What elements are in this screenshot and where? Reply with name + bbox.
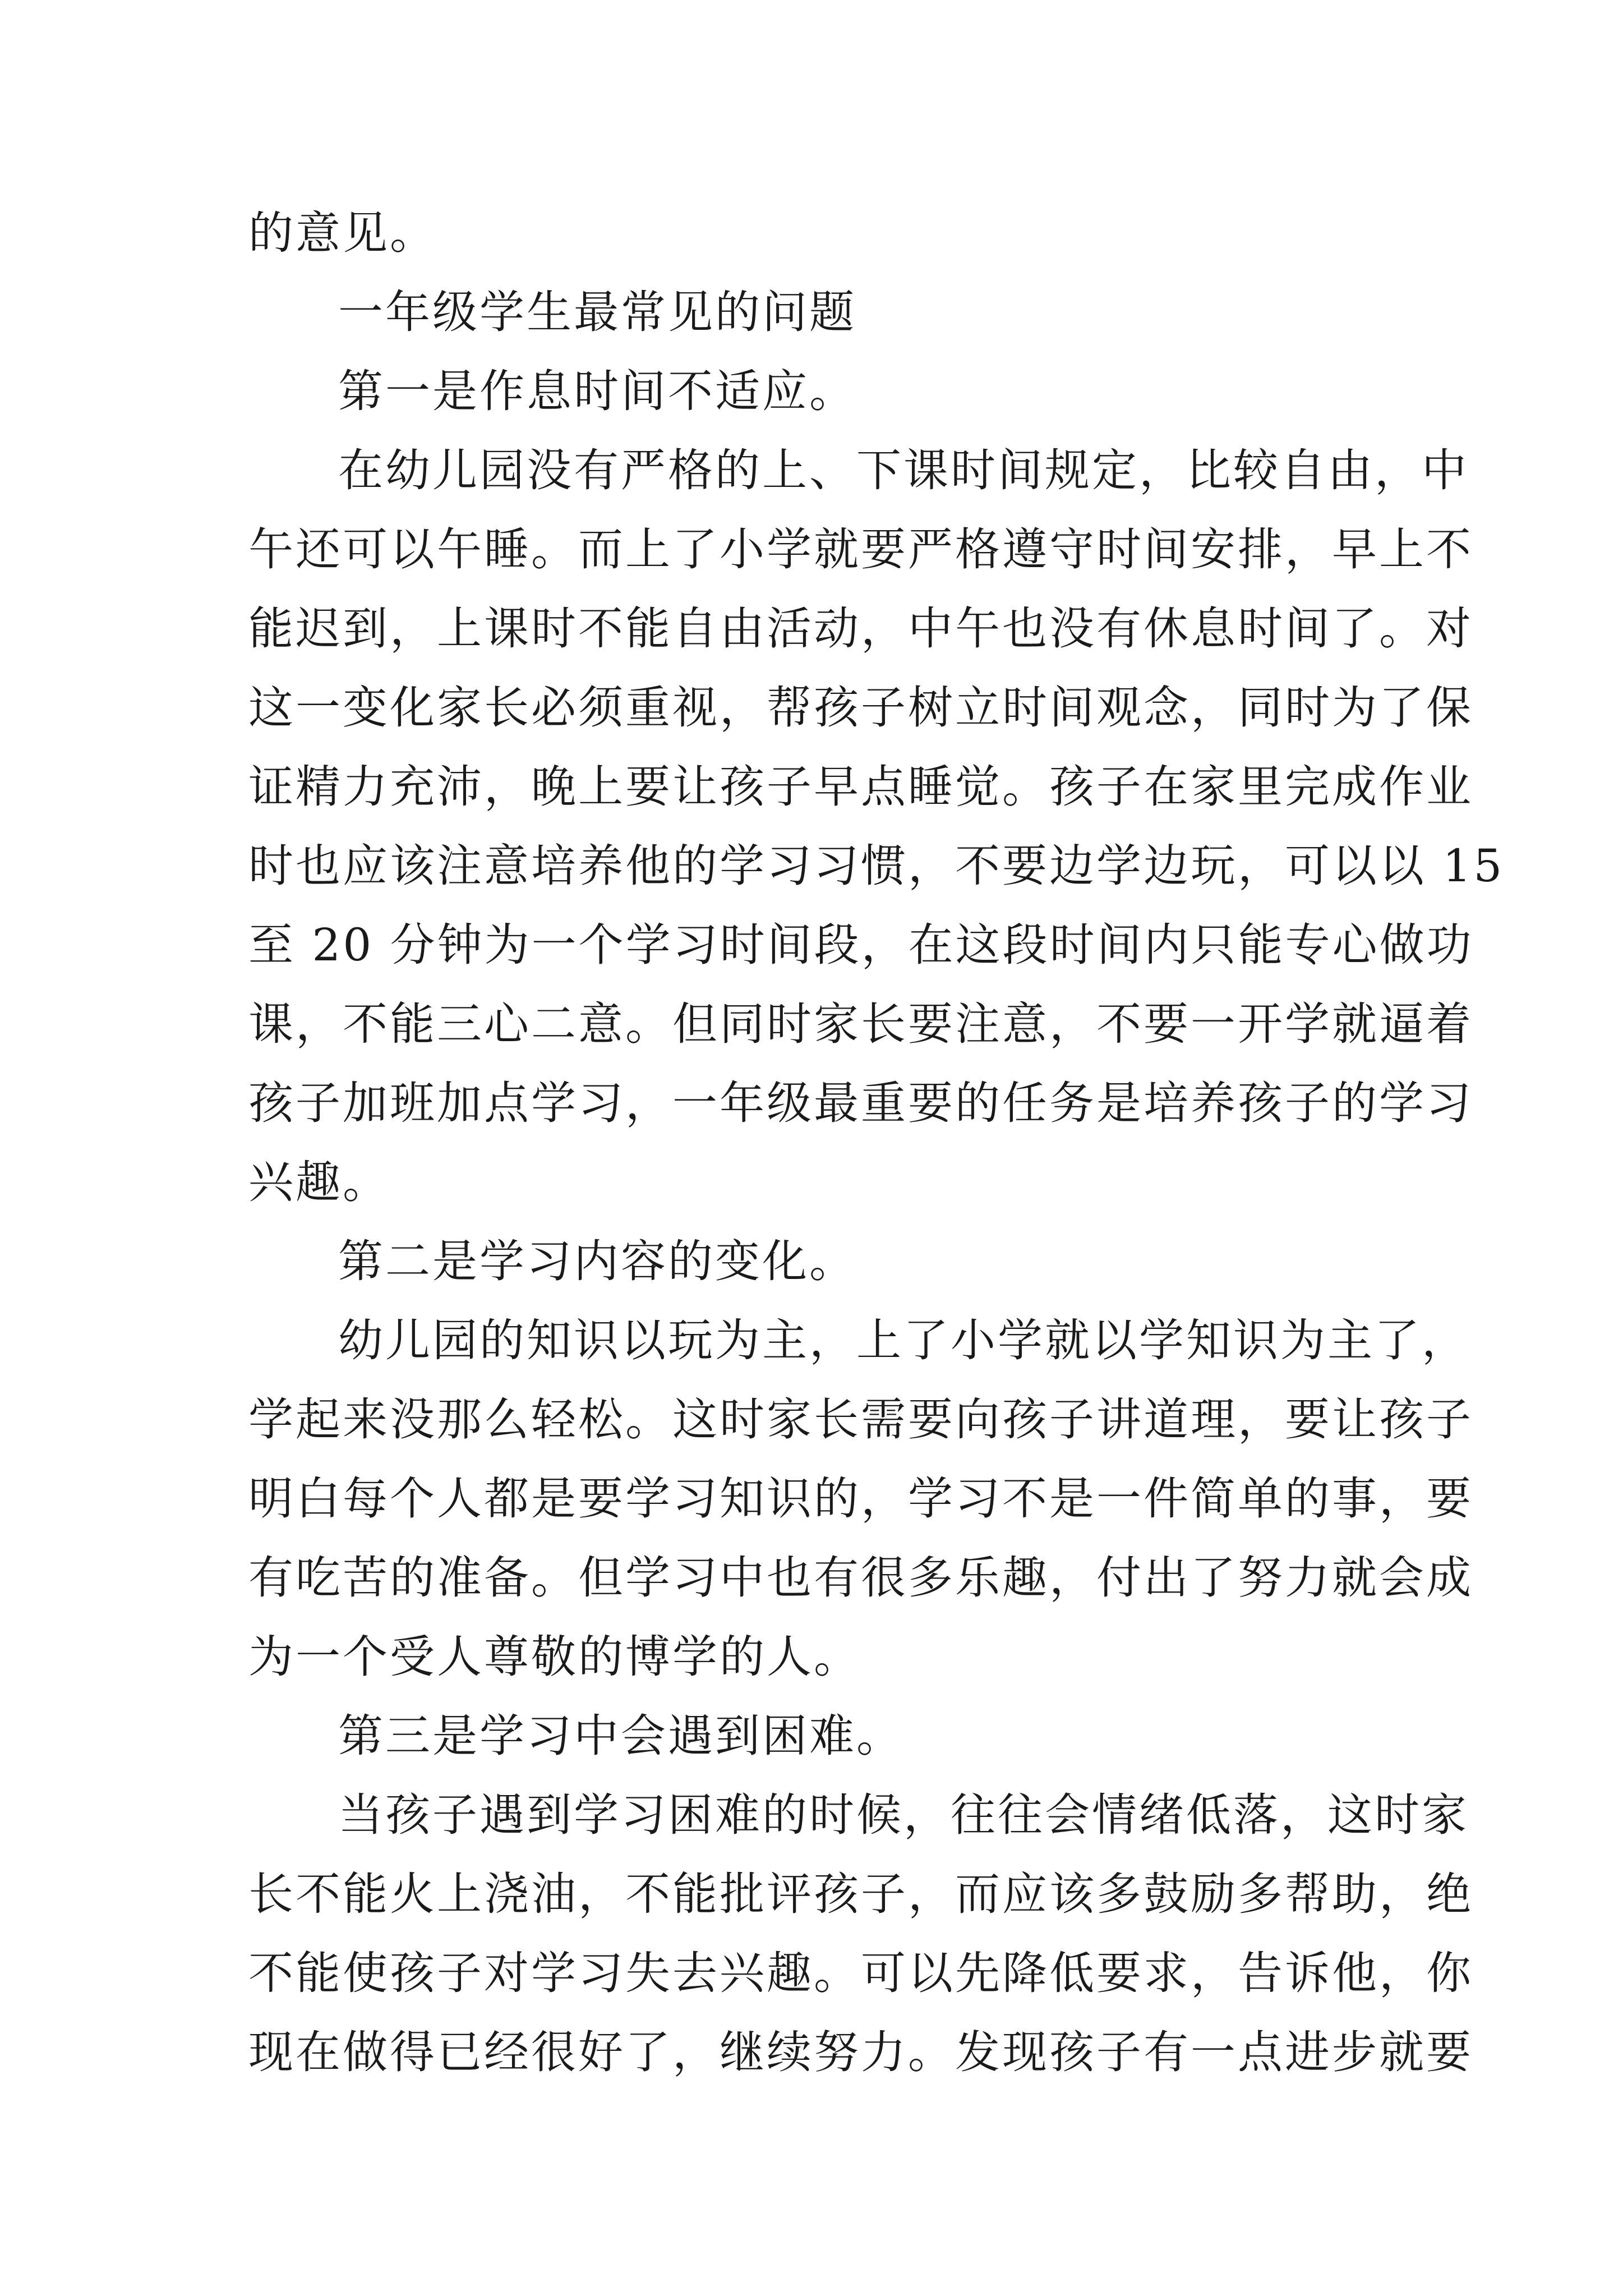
text-line: 证精力充沛，晚上要让孩子早点睡觉。孩子在家里完成作业 xyxy=(248,761,1473,813)
text-line: 课，不能三心二意。但同时家长要注意，不要一开学就逼着 xyxy=(248,998,1473,1050)
paragraph-continuation xyxy=(248,194,1387,273)
paragraph-second-detail xyxy=(248,1301,1473,1696)
text-line: 幼儿园的知识以玩为主，上了小学就以学知识为主了， xyxy=(338,1314,1469,1366)
text-line: 这一变化家长必须重视，帮孩子树立时间观念，同时为了保 xyxy=(248,682,1473,734)
text-line: 兴趣。 xyxy=(248,1156,390,1208)
text-line: 现在做得已经很好了，继续努力。发现孩子有一点进步就要 xyxy=(248,2026,1473,2078)
text-line: 能迟到，上课时不能自由活动，中午也没有休息时间了。对 xyxy=(248,602,1473,655)
text-line: 长不能火上浇油，不能批评孩子，而应该多鼓励多帮助，绝 xyxy=(248,1868,1473,1920)
text-line: 不能使孩子对学习失去兴趣。可以先降低要求，告诉他，你 xyxy=(248,1947,1473,1999)
text-line: 有吃苦的准备。但学习中也有很多乐趣，付出了努力就会成 xyxy=(248,1552,1473,1604)
text-line: 一年级学生最常见的问题 xyxy=(338,286,856,338)
text-line: 孩子加班加点学习，一年级最重要的任务是培养孩子的学习 xyxy=(248,1077,1473,1129)
paragraph-third-point xyxy=(248,1696,1387,1775)
text-line: 在幼儿园没有严格的上、下课时间规定，比较自由，中 xyxy=(338,444,1469,496)
text-line: 第三是学习中会遇到困难。 xyxy=(338,1710,903,1762)
text-line: 的意见。 xyxy=(248,207,437,259)
document-body xyxy=(248,194,1505,2092)
text-line: 午还可以午睡。而上了小学就要严格遵守时间安排，早上不 xyxy=(248,523,1473,576)
text-line: 至 20 分钟为一个学习时间段，在这段时间内只能专心做功 xyxy=(248,919,1474,971)
text-line: 明白每个人都是要学习知识的，学习不是一件简单的事，要 xyxy=(248,1473,1473,1525)
paragraph-first-point xyxy=(248,352,1387,431)
text-line: 第二是学习内容的变化。 xyxy=(338,1235,856,1287)
paragraph-heading xyxy=(248,273,1387,352)
text-line: 为一个受人尊敬的博学的人。 xyxy=(248,1631,861,1683)
text-line: 当孩子遇到学习困难的时候，往往会情绪低落，这时家 xyxy=(338,1789,1469,1841)
text-line: 第一是作息时间不适应。 xyxy=(338,365,856,417)
text-line: 学起来没那么轻松。这时家长需要向孩子讲道理，要让孩子 xyxy=(248,1393,1473,1446)
paragraph-third-detail xyxy=(248,1775,1473,2092)
text-line: 时也应该注意培养他的学习习惯，不要边学边玩，可以以 15 xyxy=(248,840,1505,892)
paragraph-first-detail xyxy=(248,431,1505,1222)
paragraph-second-point xyxy=(248,1222,1387,1301)
